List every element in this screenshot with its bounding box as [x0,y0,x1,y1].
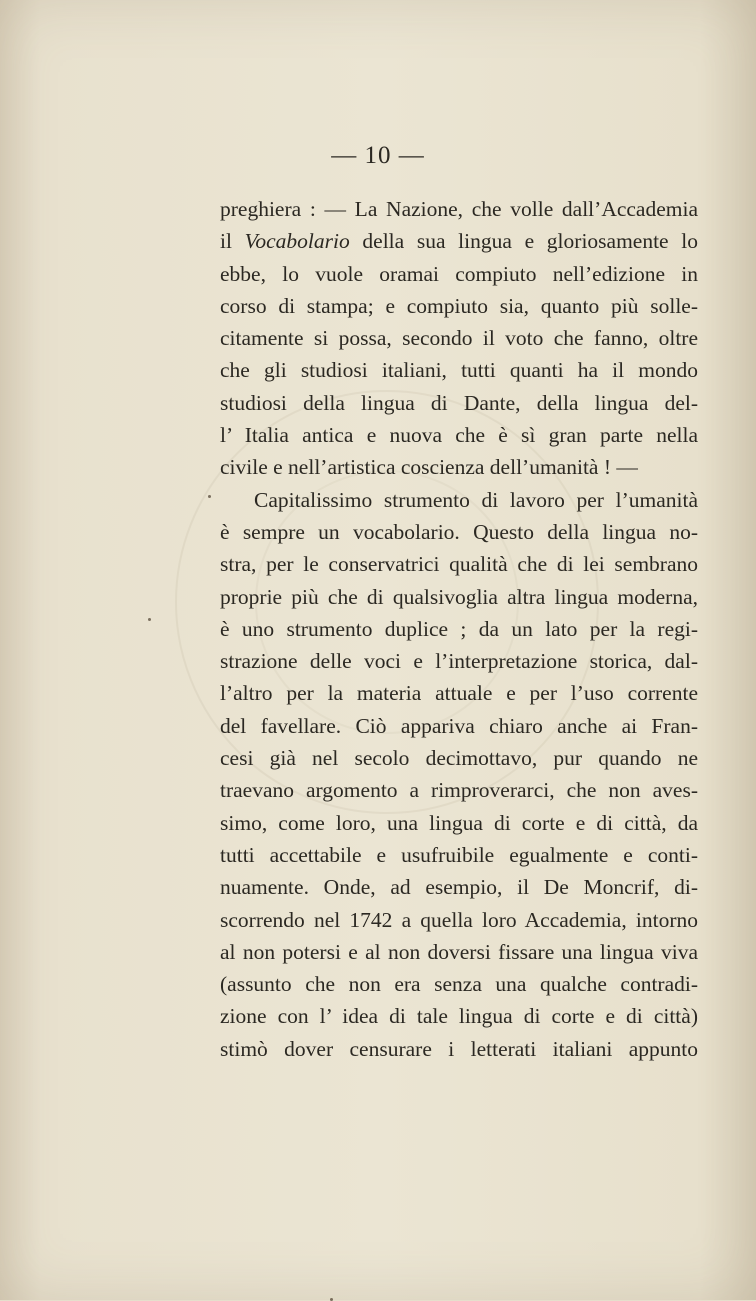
text-line: che gli studiosi italiani, tutti quanti ha il mondo [220,358,698,383]
text-line: cesi già nel secolo decimottavo, pur quando ne [220,746,698,771]
text-line: citamente si possa, secondo il voto che fanno, oltre [220,326,698,351]
text-line: (assunto che non era senza una qualche contradi- [220,972,698,997]
ink-speck [148,618,151,621]
text-line: l’altro per la materia attuale e per l’uso corrente [220,681,698,706]
text-line: del favellare. Ciò appariva chiaro anche ai Fran- [220,713,698,738]
text-line: è sempre un vocabolario. Questo della lingua no- [220,519,698,544]
text-line: è uno strumento duplice ; da un lato per la regi- [220,616,698,641]
page-number: — 10 — [331,142,425,169]
text-line: stra, per le conservatrici qualità che di lei sembrano [220,552,698,577]
italic-title: Vocabolario [244,229,350,254]
body-text [220,193,698,1065]
text-line: studiosi della lingua di Dante, della lingua del- [220,390,698,415]
text-line: tutti accettabile e usufruibile egualmente e conti- [220,842,698,867]
text-line: zione con l’ idea di tale lingua di corte e di città) [220,1004,698,1029]
text-line: al non potersi e al non doversi fissare una lingua viva [220,939,698,964]
text-line: Capitalissimo strumento di lavoro per l’umanità [254,487,698,512]
text-line: preghiera : — La Nazione, che volle dall’Accademia [220,197,698,221]
ink-speck [208,495,211,498]
text-line: strazione delle voci e l’interpretazione storica, dal- [220,649,698,674]
text-line: traevano argomento a rimproverarci, che non aves- [220,778,698,803]
text-line: stimò dover censurare i letterati italiani appunto [220,1036,698,1061]
text-line: nuamente. Onde, ad esempio, il De Moncrif, di- [220,875,698,900]
text-line: corso di stampa; e compiuto sia, quanto più solle- [220,293,698,318]
text-line: ebbe, lo vuole oramai compiuto nell’edizione in [220,261,698,286]
text-line: proprie più che di qualsivoglia altra lingua moderna, [220,584,698,609]
text-line: l’ Italia antica e nuova che è sì gran parte nella [220,423,698,448]
text-line: il Vocabolario della sua lingua e gloriosamente lo [220,229,698,254]
text-line: civile e nell’artistica coscienza dell’umanità ! — [220,455,638,480]
text-line: scorrendo nel 1742 a quella loro Accademia, intorno [220,907,698,932]
text-line: simo, come loro, una lingua di corte e di città, da [220,810,698,835]
